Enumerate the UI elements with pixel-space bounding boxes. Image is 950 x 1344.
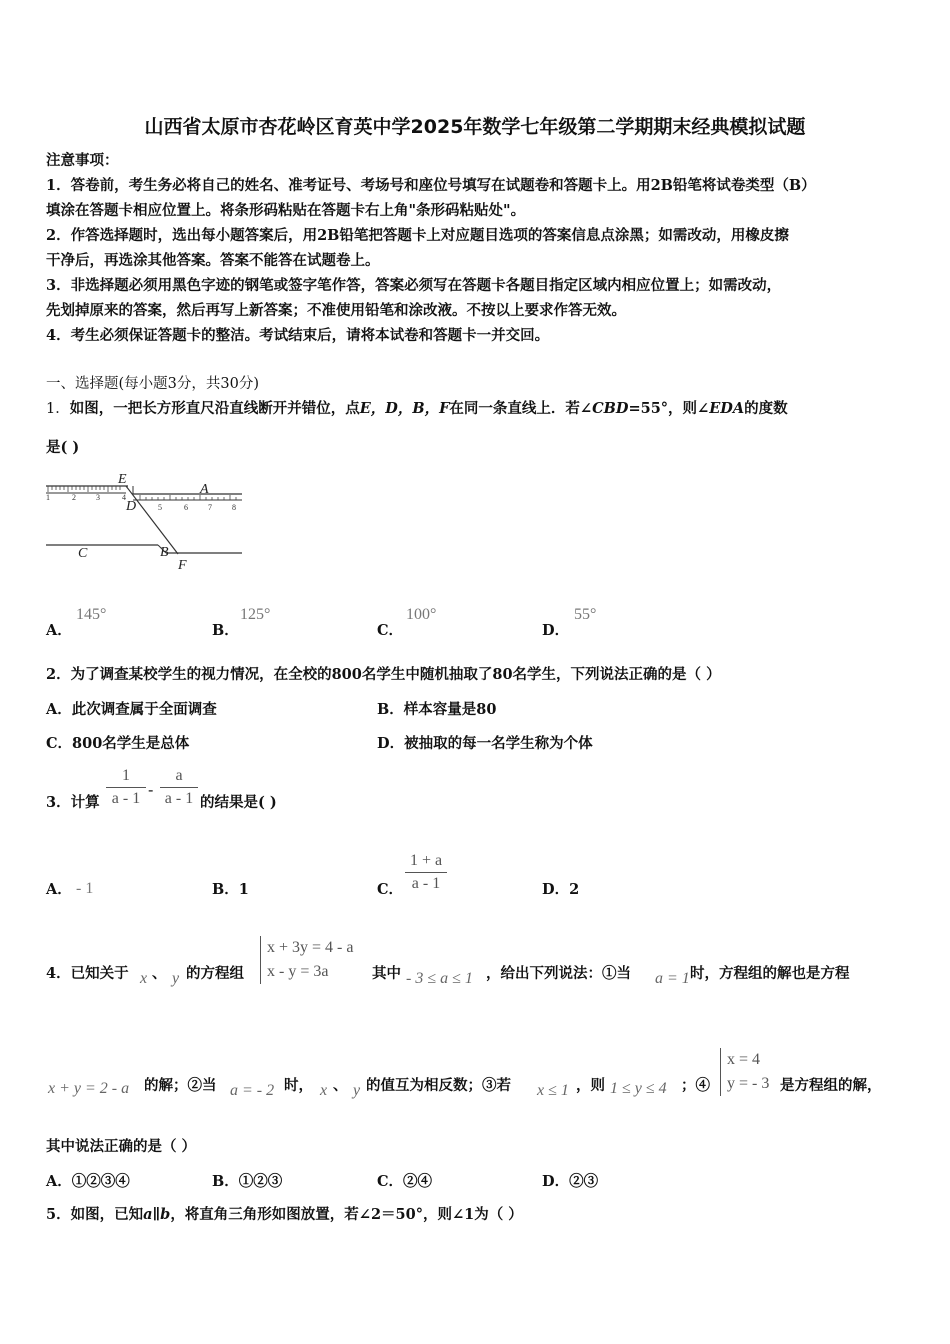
ruler-tick-label: 3 — [96, 493, 100, 502]
fraction-2 — [160, 767, 198, 808]
x-le-1: x ≤ 1 — [537, 1082, 569, 1099]
option-a-value: 145° — [76, 606, 107, 623]
question-number: 1． — [46, 401, 70, 417]
question-4-prompt: 其中说法正确的是（ ） — [46, 1138, 197, 1155]
fraction-1 — [106, 767, 146, 808]
separator: 、 — [152, 965, 167, 982]
a-range: - 3 ≤ a ≤ 1 — [406, 970, 473, 987]
equation-system — [260, 936, 353, 984]
fig-label-c: C — [78, 546, 88, 561]
option-b: B．样本容量是80 — [377, 701, 497, 718]
fraction-1-denominator: a - 1 — [111, 790, 141, 807]
q1-text-a: 如图，一把长方形直尺沿直线断开并错位，点 — [69, 400, 360, 417]
option-c-denominator: a - 1 — [411, 875, 441, 892]
q1-angle2: EDA — [709, 400, 745, 417]
ruler-tick-label: 5 — [158, 503, 162, 512]
notice-line: 2．作答选择题时，选出每小题答案后，用2B铅笔把答题卡上对应题目选项的答案信息点涂黑；如需改动，用橡皮擦 — [46, 227, 789, 244]
option-b-value: 125° — [240, 606, 271, 623]
ruler-tick-label: 6 — [184, 503, 188, 512]
fig-label-d: D — [126, 499, 137, 514]
question-5-text — [46, 1204, 906, 1226]
notice-line: 干净后，再选涂其他答案。答案不能答在试题卷上。 — [46, 252, 380, 269]
q4-text: 的方程组 — [186, 965, 244, 982]
fraction-2-denominator: a - 1 — [164, 790, 194, 807]
question-3-lead: 3．计算 — [46, 794, 100, 811]
section-heading: 一、选择题(每小题3分，共30分) — [46, 376, 259, 392]
var-y: y — [172, 970, 180, 987]
option-d: D．②③ — [542, 1173, 599, 1190]
option-a: A．①②③④ — [46, 1173, 130, 1190]
equation-1: x + 3y = 4 - a — [267, 939, 354, 956]
q4-text: ，则 — [576, 1077, 605, 1094]
option-c-numerator: 1 + a — [405, 852, 447, 873]
question-2-text: 2．为了调查某校学生的视力情况，在全校的800名学生中随机抽取了80名学生，下列说法正确的是（ ） — [46, 666, 721, 683]
q1-text-b: 在同一条直线上．若∠ — [449, 400, 593, 417]
option-b-label: B． — [212, 622, 239, 639]
q4-text: 时，方程组的解也是方程 — [690, 965, 850, 982]
fig-label-b: B — [160, 545, 169, 560]
option-d: D．2 — [542, 881, 580, 898]
q1-text-c: =55°，则∠ — [628, 400, 710, 417]
q4-text: 的值互为相反数；③若 — [366, 1077, 511, 1094]
q5-text-b: ，将直角三角形如图放置，若∠2＝50°，则∠1为（ ） — [170, 1206, 523, 1223]
var-x: x — [320, 1082, 328, 1099]
option-b: B．1 — [212, 881, 249, 898]
ruler-tick-label: 2 — [72, 493, 76, 502]
equation-3: x + y = 2 - a — [48, 1080, 130, 1097]
a-equals-1: a = 1 — [655, 970, 690, 987]
fig-label-a: A — [200, 482, 209, 497]
separator: 、 — [333, 1077, 348, 1094]
q4-text: 是方程组的解， — [780, 1077, 882, 1094]
option-a-value: - 1 — [76, 880, 94, 897]
solution-system — [720, 1048, 769, 1096]
notice-line: 4．考生必须保证答题卡的整洁。考试结束后，请将本试卷和答题卡一并交回。 — [46, 327, 550, 344]
notice-heading: 注意事项： — [46, 152, 119, 169]
notice-line: 先划掉原来的答案，然后再写上新答案；不准使用铅笔和涂改液。不按以上要求作答无效。 — [46, 302, 626, 319]
option-c-label: C． — [377, 622, 404, 639]
fig-label-e: E — [118, 472, 127, 487]
question-1-line2: 是( ) — [46, 439, 80, 456]
option-b: B．①②③ — [212, 1173, 283, 1190]
q1-ruler-figure — [40, 466, 250, 576]
question-1-text — [46, 398, 906, 420]
ruler-tick-label: 8 — [232, 503, 236, 512]
ruler-tick-label: 1 — [46, 493, 50, 502]
option-d-value: 55° — [574, 606, 597, 623]
option-a-label: A． — [46, 622, 72, 639]
q1-points: E，D，B，F — [359, 400, 450, 417]
option-a: A．此次调查属于全面调查 — [46, 701, 217, 718]
q5-parallel: a∥b — [143, 1206, 171, 1223]
ruler-tick-label: 7 — [208, 503, 212, 512]
y-range: 1 ≤ y ≤ 4 — [610, 1080, 667, 1097]
q4-text: 时， — [284, 1077, 313, 1094]
fraction-2-numerator: a — [160, 767, 198, 788]
var-y: y — [353, 1082, 361, 1099]
fraction-1-numerator: 1 — [106, 767, 146, 788]
option-c-value: 100° — [406, 606, 437, 623]
a-equals-neg2: a = - 2 — [230, 1082, 275, 1099]
question-4-lead: 4．已知关于 — [46, 965, 129, 982]
option-c: C．800名学生是总体 — [46, 735, 190, 752]
notice-line: 填涂在答题卡相应位置上。将条形码粘贴在答题卡右上角"条形码粘贴处"。 — [46, 202, 526, 219]
option-c: C．②④ — [377, 1173, 433, 1190]
fig-label-f: F — [178, 558, 187, 573]
solution-y: y = - 3 — [727, 1075, 770, 1092]
option-c-fraction — [405, 852, 447, 893]
q1-angle1: CBD — [592, 400, 629, 417]
page-title: 山西省太原市杏花岭区育英中学2025年数学七年级第二学期期末经典模拟试题 — [144, 116, 806, 138]
minus-sign: - — [148, 780, 154, 799]
var-x: x — [140, 970, 148, 987]
ruler-tick-label: 4 — [122, 493, 126, 502]
q4-text: ，给出下列说法：①当 — [486, 965, 631, 982]
solution-x: x = 4 — [727, 1051, 761, 1068]
q4-text: ；④ — [681, 1077, 710, 1094]
option-d: D．被抽取的每一名学生称为个体 — [377, 735, 593, 752]
q4-text: 的解；②当 — [144, 1077, 217, 1094]
q4-text: 其中 — [372, 965, 401, 982]
question-3-tail: 的结果是( ) — [200, 794, 277, 811]
option-a-label: A． — [46, 881, 72, 898]
notice-line: 1．答卷前，考生务必将自己的姓名、准考证号、考场号和座位号填写在试题卷和答题卡上。用2B铅笔将试卷类型（B） — [46, 177, 816, 194]
q5-text-a: 5．如图，已知 — [46, 1206, 144, 1223]
q1-text-d: 的度数 — [744, 400, 788, 417]
option-d-label: D． — [542, 622, 570, 639]
equation-2: x - y = 3a — [267, 963, 329, 980]
notice-line: 3．非选择题必须用黑色字迹的钢笔或签字笔作答，答案必须写在答题卡各题目指定区域内相应位置上；如需改动， — [46, 277, 782, 294]
option-c-label: C． — [377, 881, 404, 898]
